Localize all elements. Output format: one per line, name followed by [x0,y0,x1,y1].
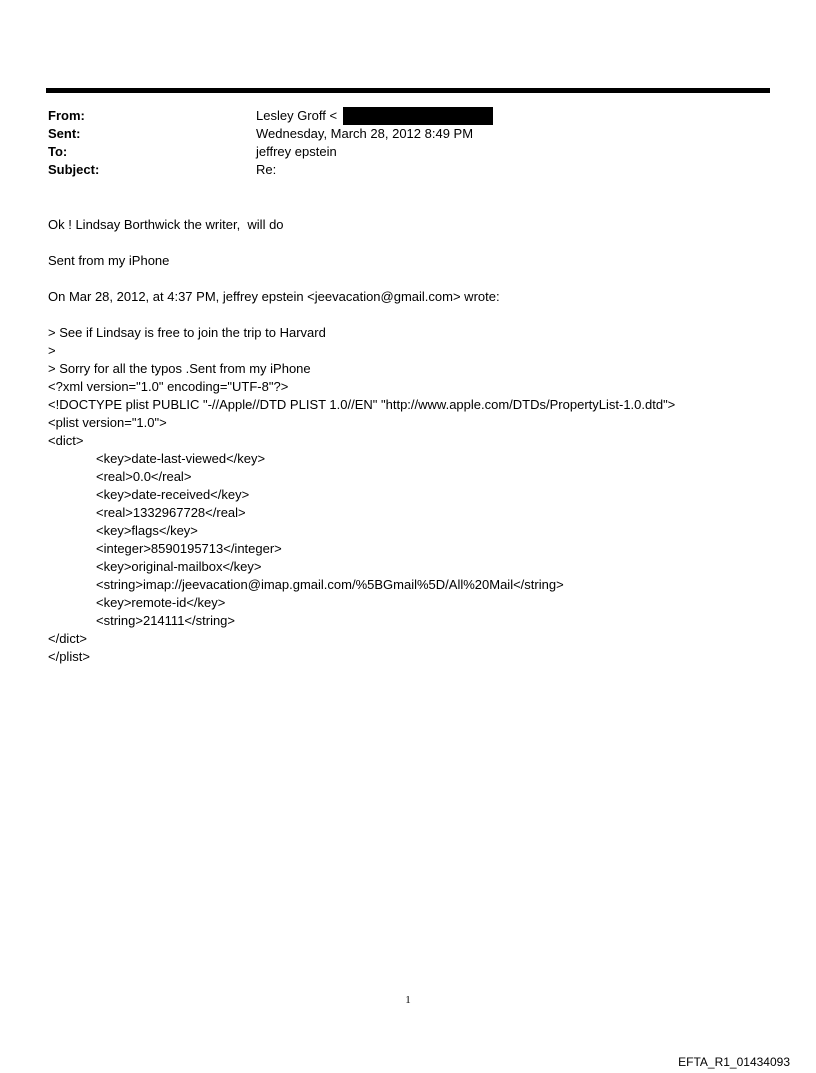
quoted-line: > Sorry for all the typos .Sent from my iPhone [48,361,311,376]
email-body [48,216,788,666]
plist-dict-line: <key>remote-id</key> [96,595,226,610]
plist-dict-line: <integer>8590195713</integer> [96,541,282,556]
email-header [48,107,493,179]
plist-dict-line: <string>imap://jeevacation@imap.gmail.com/%5BGmail%5D/All%20Mail</string> [96,577,564,592]
plist-dict-line: <key>date-received</key> [96,487,250,502]
to-label: To: [48,144,68,159]
sent-value: Wednesday, March 28, 2012 8:49 PM [256,126,474,141]
signature-line: Sent from my iPhone [48,253,170,268]
quoted-line: > See if Lindsay is free to join the trip to Harvard [48,325,326,340]
page-number: 1 [405,994,411,1006]
plist-close-line: </plist> [48,649,90,664]
to-value: jeffrey epstein [256,144,337,159]
quote-intro: On Mar 28, 2012, at 4:37 PM, jeffrey epstein <jeevacation@gmail.com> wrote: [48,289,500,304]
quoted-line: > [48,343,56,358]
plist-dict-line: <string>214111</string> [96,613,236,628]
reply-line: Ok ! Lindsay Borthwick the writer, will do [48,217,284,232]
plist-dict-line: <key>date-last-viewed</key> [96,451,266,466]
plist-dict-line: <real>1332967728</real> [96,505,246,520]
sent-label: Sent: [48,126,81,141]
from-name: Lesley Groff [256,108,326,123]
plist-dict-line: <key>original-mailbox</key> [96,559,262,574]
plist-dict-line: <key>flags</key> [96,523,198,538]
plist-line: <?xml version="1.0" encoding="UTF-8"?> [48,379,289,394]
plist-line: <dict> [48,433,84,448]
from-label: From: [48,108,85,123]
subject-label: Subject: [48,162,100,177]
plist-line: <plist version="1.0"> [48,415,167,430]
from-redaction-prefix: < [329,108,338,123]
subject-value: Re: [256,162,277,177]
plist-dict-line: <real>0.0</real> [96,469,192,484]
from-value [256,107,493,125]
top-rule [46,88,770,93]
plist-close-line: </dict> [48,631,88,646]
sent-row [48,125,493,143]
to-row [48,143,493,161]
subject-row [48,161,493,179]
plist-line: <!DOCTYPE plist PUBLIC "-//Apple//DTD PLIST 1.0//EN" "http://www.apple.com/DTDs/PropertyList-1.0.dtd"> [48,397,676,412]
from-row [48,107,493,125]
bates-number: EFTA_R1_01434093 [678,1055,790,1069]
redaction-box [343,107,493,125]
